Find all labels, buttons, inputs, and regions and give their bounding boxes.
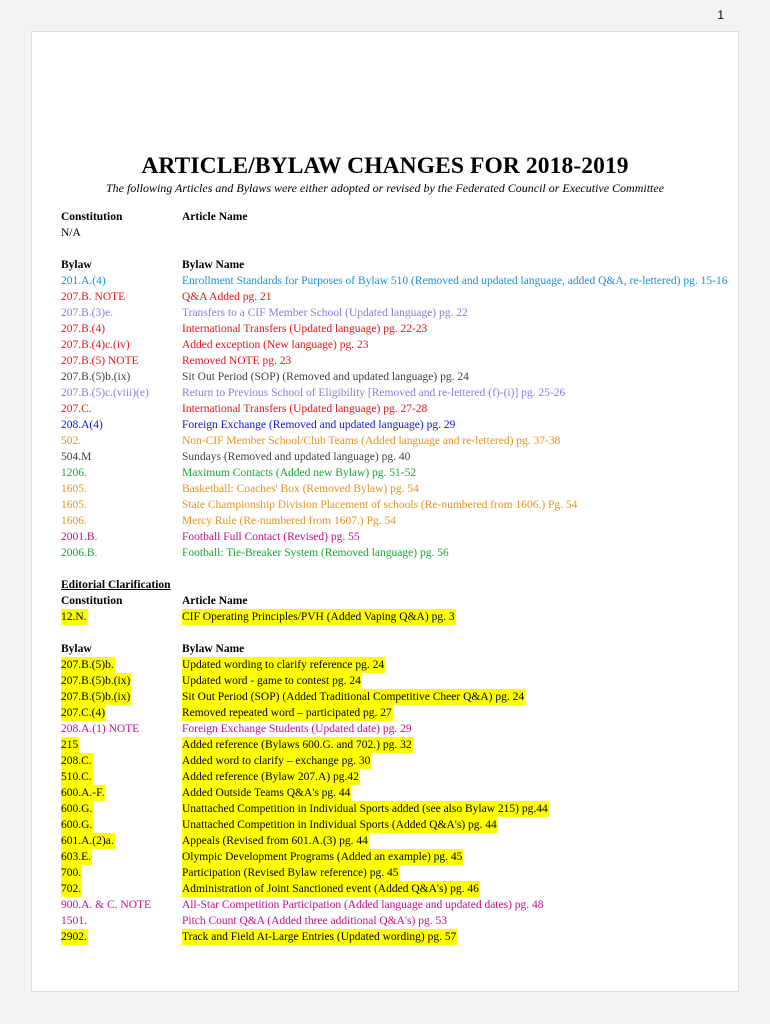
bylaw-change-row-code: 502. bbox=[61, 435, 82, 447]
editorial-constitution-header-label: Constitution bbox=[61, 595, 123, 607]
bylaw-change-row-description: Transfers to a CIF Member School (Updated language) pg. 22 bbox=[182, 307, 468, 319]
bylaw-change-row-description: Removed NOTE pg. 23 bbox=[182, 355, 292, 367]
editorial-change-row-code: 603.E. bbox=[61, 851, 92, 863]
bylaw-change-row bbox=[61, 545, 731, 561]
bylaw-change-row-description: Enrollment Standards for Purposes of Bylaw 510 (Removed and updated language, added Q&A, re-lettered) pg. 15-16 bbox=[182, 275, 728, 287]
bylaw-change-row-description: International Transfers (Updated language) pg. 27-28 bbox=[182, 403, 428, 415]
bylaw-change-row bbox=[61, 353, 731, 369]
bylaw-change-row bbox=[61, 305, 731, 321]
editorial-change-row-description: Added Outside Teams Q&A's pg. 44 bbox=[182, 787, 351, 799]
editorial-change-row-code: 207.B.(5)b.(ix) bbox=[61, 691, 131, 703]
bylaw-change-row bbox=[61, 465, 731, 481]
editorial-change-row-code: 207.C.(4) bbox=[61, 707, 106, 719]
editorial-change-row bbox=[61, 849, 731, 865]
bylaw-change-row bbox=[61, 289, 731, 305]
editorial-change-row bbox=[61, 881, 731, 897]
bylaw-change-row-description: Mercy Rule (Re-numbered from 1607.) Pg. 54 bbox=[182, 515, 396, 527]
bylaw-change-row-code: 207.B. NOTE bbox=[61, 291, 126, 303]
editorial-change-row bbox=[61, 929, 731, 945]
editorial-change-row bbox=[61, 753, 731, 769]
bylaw-change-row bbox=[61, 337, 731, 353]
bylaw-change-row-code: 201.A.(4) bbox=[61, 275, 106, 287]
bylaw-change-row bbox=[61, 433, 731, 449]
editorial-change-row-description: Unattached Competition in Individual Sports added (see also Bylaw 215) pg.44 bbox=[182, 803, 548, 815]
section-spacer bbox=[61, 241, 731, 257]
bylaw-change-row-code: 207.B.(4) bbox=[61, 323, 106, 335]
section-spacer bbox=[61, 561, 731, 577]
editorial-change-row-code: 1501. bbox=[61, 915, 87, 927]
editorial-change-row-code: 600.G. bbox=[61, 819, 93, 831]
bylaw-change-row-code: 1206. bbox=[61, 467, 87, 479]
bylaw-change-row-code: 1606. bbox=[61, 515, 87, 527]
editorial-change-row-code: 702. bbox=[61, 883, 82, 895]
editorial-change-row bbox=[61, 673, 731, 689]
bylaw-change-row-description: State Championship Division Placement of schools (Re-numbered from 1606.) Pg. 54 bbox=[182, 499, 578, 511]
editorial-change-row-description: Track and Field At-Large Entries (Updated wording) pg. 57 bbox=[182, 931, 457, 943]
bylaw-change-row-code: 207.C. bbox=[61, 403, 92, 415]
page-number: 1 bbox=[717, 8, 724, 22]
editorial-changes-list bbox=[61, 657, 731, 945]
article-name-header-label: Article Name bbox=[182, 211, 248, 223]
bylaw-change-row-description: Q&A Added pg. 21 bbox=[182, 291, 272, 303]
document-content bbox=[61, 209, 731, 945]
bylaw-change-row bbox=[61, 401, 731, 417]
editorial-change-row-description: Olympic Development Programs (Added an example) pg. 45 bbox=[182, 851, 463, 863]
bylaw-change-row-description: Basketball: Coaches' Box (Removed Bylaw) pg. 54 bbox=[182, 483, 419, 495]
editorial-change-row-description: Added reference (Bylaws 600.G. and 702.) pg. 32 bbox=[182, 739, 412, 751]
constitution-value: N/A bbox=[61, 227, 81, 239]
bylaw-change-row bbox=[61, 513, 731, 529]
bylaw-change-row-description: Foreign Exchange (Removed and updated language) pg. 29 bbox=[182, 419, 456, 431]
editorial-change-row-description: Removed repeated word – participated pg. 27 bbox=[182, 707, 392, 719]
editorial-change-row bbox=[61, 817, 731, 833]
bylaw-change-row-code: 208.A(4) bbox=[61, 419, 103, 431]
bylaw-change-row-description: Football Full Contact (Revised) pg. 55 bbox=[182, 531, 360, 543]
editorial-constitution-code: 12.N. bbox=[61, 611, 87, 623]
bylaw-change-row bbox=[61, 321, 731, 337]
bylaw-change-row-code: 207.B.(4)c.(iv) bbox=[61, 339, 130, 351]
bylaw-change-row-description: Maximum Contacts (Added new Bylaw) pg. 51-52 bbox=[182, 467, 417, 479]
bylaw-change-row-code: 1605. bbox=[61, 499, 87, 511]
editorial-change-row bbox=[61, 689, 731, 705]
editorial-change-row-description: Added word to clarify – exchange pg. 30 bbox=[182, 755, 371, 767]
editorial-change-row-code: 2902. bbox=[61, 931, 87, 943]
editorial-change-row-description: Updated wording to clarify reference pg. 24 bbox=[182, 659, 385, 671]
constitution-header-row bbox=[61, 209, 731, 225]
editorial-change-row-code: 207.B.(5)b. bbox=[61, 659, 114, 671]
editorial-article-name-header-label: Article Name bbox=[182, 595, 248, 607]
bylaw-change-row-description: Sit Out Period (SOP) (Removed and updated language) pg. 24 bbox=[182, 371, 469, 383]
editorial-bylaw-name-header-label: Bylaw Name bbox=[182, 643, 245, 655]
editorial-constitution-desc: CIF Operating Principles/PVH (Added Vaping Q&A) pg. 3 bbox=[182, 611, 455, 623]
document-title: ARTICLE/BYLAW CHANGES FOR 2018-2019 bbox=[141, 153, 629, 179]
bylaw-change-row bbox=[61, 385, 731, 401]
constitution-header-label: Constitution bbox=[61, 211, 123, 223]
bylaw-change-row bbox=[61, 529, 731, 545]
editorial-change-row bbox=[61, 769, 731, 785]
editorial-change-row-code: 208.A.(1) NOTE bbox=[61, 723, 140, 735]
editorial-change-row-description: Unattached Competition in Individual Sports (Added Q&A's) pg. 44 bbox=[182, 819, 497, 831]
editorial-change-row-code: 900.A. & C. NOTE bbox=[61, 899, 152, 911]
bylaw-change-row-description: Return to Previous School of Eligibility [Removed and re-lettered (f)-(i)] pg. 25-26 bbox=[182, 387, 566, 399]
editorial-change-row-code: 510.C. bbox=[61, 771, 92, 783]
editorial-change-row-code: 600.A.-F. bbox=[61, 787, 105, 799]
editorial-heading: Editorial Clarification bbox=[61, 579, 171, 591]
editorial-heading-row bbox=[61, 577, 731, 593]
editorial-change-row bbox=[61, 865, 731, 881]
editorial-change-row bbox=[61, 785, 731, 801]
editorial-change-row bbox=[61, 721, 731, 737]
bylaw-change-row-code: 207.B.(3)e. bbox=[61, 307, 114, 319]
document-page bbox=[31, 31, 739, 992]
editorial-change-row-code: 215 bbox=[61, 739, 79, 751]
editorial-change-row-code: 700. bbox=[61, 867, 82, 879]
editorial-change-row-description: Appeals (Revised from 601.A.(3) pg. 44 bbox=[182, 835, 368, 847]
editorial-change-row bbox=[61, 737, 731, 753]
editorial-change-row-description: Updated word - game to contest pg. 24 bbox=[182, 675, 361, 687]
bylaw-change-row-description: Football: Tie-Breaker System (Removed language) pg. 56 bbox=[182, 547, 449, 559]
bylaw-change-row bbox=[61, 273, 731, 289]
editorial-change-row-description: Participation (Revised Bylaw reference) pg. 45 bbox=[182, 867, 399, 879]
editorial-change-row bbox=[61, 801, 731, 817]
bylaw-change-row-code: 1605. bbox=[61, 483, 87, 495]
editorial-change-row bbox=[61, 657, 731, 673]
constitution-value-row bbox=[61, 225, 731, 241]
bylaw-name-header-label: Bylaw Name bbox=[182, 259, 245, 271]
section-spacer bbox=[61, 625, 731, 641]
bylaw-header-label: Bylaw bbox=[61, 259, 92, 271]
editorial-change-row-code: 601.A.(2)a. bbox=[61, 835, 114, 847]
editorial-change-row-description: Sit Out Period (SOP) (Added Traditional Competitive Cheer Q&A) pg. 24 bbox=[182, 691, 525, 703]
document-subtitle: The following Articles and Bylaws were either adopted or revised by the Federated Council or Executive Committee bbox=[105, 181, 665, 195]
editorial-constitution-header-row bbox=[61, 593, 731, 609]
bylaw-change-row bbox=[61, 369, 731, 385]
editorial-change-row-code: 600.G. bbox=[61, 803, 93, 815]
bylaw-change-row-description: Sundays (Removed and updated language) pg. 40 bbox=[182, 451, 411, 463]
editorial-change-row bbox=[61, 833, 731, 849]
bylaw-header-row bbox=[61, 257, 731, 273]
editorial-constitution-row bbox=[61, 609, 731, 625]
bylaw-changes-list bbox=[61, 273, 731, 561]
bylaw-change-row-code: 2006.B. bbox=[61, 547, 98, 559]
bylaw-change-row-code: 207.B.(5)c.(viii)(e) bbox=[61, 387, 149, 399]
bylaw-change-row-description: International Transfers (Updated language) pg. 22-23 bbox=[182, 323, 428, 335]
editorial-change-row bbox=[61, 705, 731, 721]
bylaw-change-row-code: 504.M bbox=[61, 451, 92, 463]
bylaw-change-row bbox=[61, 481, 731, 497]
bylaw-change-row-code: 2001.B. bbox=[61, 531, 98, 543]
editorial-change-row-description: Administration of Joint Sanctioned event (Added Q&A's) pg. 46 bbox=[182, 883, 479, 895]
editorial-change-row-code: 207.B.(5)b.(ix) bbox=[61, 675, 131, 687]
editorial-change-row-description: All-Star Competition Participation (Added language and updated dates) pg. 48 bbox=[182, 899, 544, 911]
bylaw-change-row bbox=[61, 449, 731, 465]
bylaw-change-row-description: Added exception (New language) pg. 23 bbox=[182, 339, 369, 351]
editorial-change-row bbox=[61, 897, 731, 913]
bylaw-change-row-code: 207.B.(5) NOTE bbox=[61, 355, 139, 367]
editorial-bylaw-header-row bbox=[61, 641, 731, 657]
bylaw-change-row-description: Non-CIF Member School/Club Teams (Added language and re-lettered) pg. 37-38 bbox=[182, 435, 561, 447]
editorial-change-row-description: Foreign Exchange Students (Updated date) pg. 29 bbox=[182, 723, 412, 735]
editorial-change-row-description: Added reference (Bylaw 207.A) pg.42 bbox=[182, 771, 359, 783]
bylaw-change-row-code: 207.B.(5)b.(ix) bbox=[61, 371, 131, 383]
bylaw-change-row bbox=[61, 417, 731, 433]
editorial-bylaw-header-label: Bylaw bbox=[61, 643, 92, 655]
editorial-change-row-code: 208.C. bbox=[61, 755, 92, 767]
bylaw-change-row bbox=[61, 497, 731, 513]
editorial-change-row bbox=[61, 913, 731, 929]
editorial-change-row-description: Pitch Count Q&A (Added three additional Q&A's) pg. 53 bbox=[182, 915, 447, 927]
